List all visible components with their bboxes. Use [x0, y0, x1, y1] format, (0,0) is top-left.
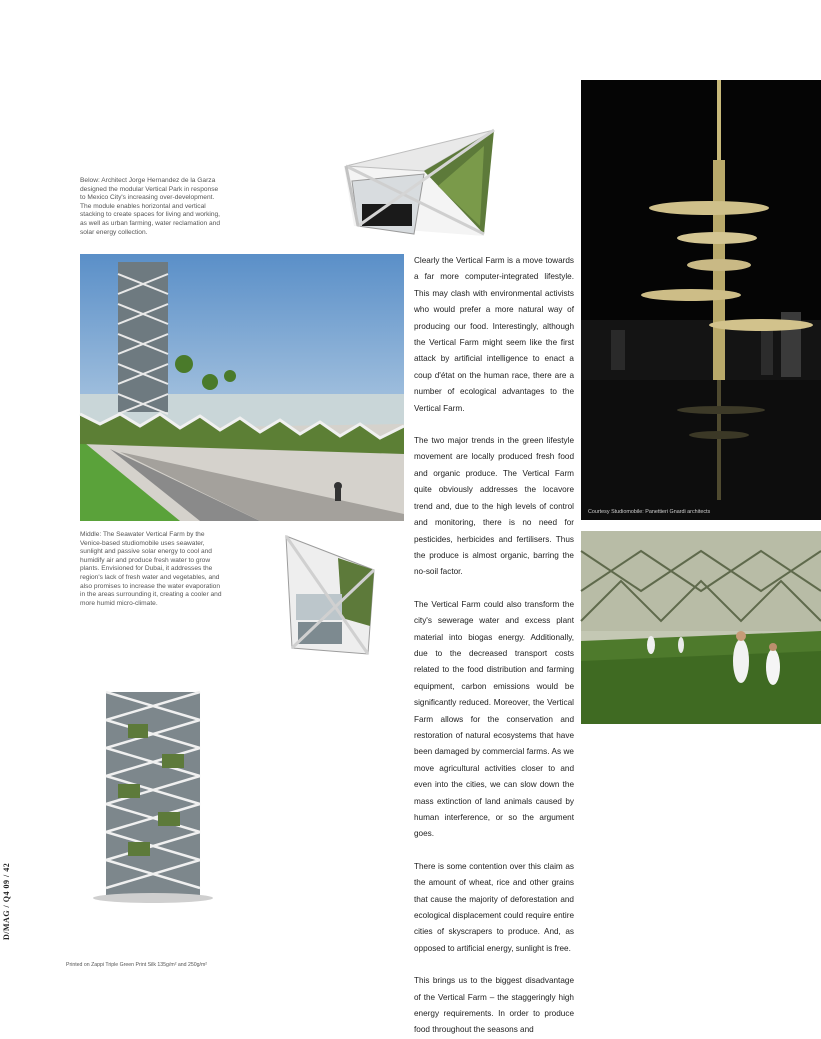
vertical-park-city-render: [80, 254, 404, 521]
issue-page-label: D/MAG / Q4 09 / 42: [2, 862, 11, 940]
stacked-vertical-park-tower-image: [98, 684, 208, 904]
caption-seawater-vertical-farm: Middle: The Seawater Vertical Farm by the Venice-based studiomobile uses seawater, sunlight and passive solar energy to cool and humidify air and produce fresh water to grow plants. Envisioned for Dubai, it addresses the region's lack of fresh water and vegetables, and also promises to increase the water evaporation in the areas surrounding it, creating a cooler and more humid micro-climate.: [80, 531, 222, 607]
body-paragraph: This brings us to the biggest disadvantage of the Vertical Farm – the staggeringly high energy requirements. In order to produce food throughout the seasons and: [414, 976, 574, 1035]
photo-credit: Courtesy Studiomobile: Panettieri Gnardi architects: [588, 509, 711, 515]
body-paragraph: There is some contention over this claim as the amount of wheat, rice and other grains that cause the majority of deforestation and ecological displacement could require entire cities of skyscrapers to produce. And, as opposed to artificial energy, sunlight is free.: [414, 861, 574, 953]
seawater-vertical-farm-night-photo: [581, 80, 821, 520]
body-paragraph: The Vertical Farm could also transform the city's sewerage water and excess plant material into biogas energy. Additionally, due to the decreased transport costs related to the food distribution and farming equipment, carbon emissions would be significantly reduced. Moreover, the Vertical Farm allows for the conservation and restoration of natural ecosystems that have been damaged by commercial farms. As we move agricultural activities closer to and even into the cities, we can slow down the mass extinction of land animals caused by human interference, or so the argument goes.: [414, 599, 574, 839]
article-body: [414, 253, 574, 1039]
vertical-park-module-stacked-image: [278, 530, 382, 660]
paper-stock-note: Printed on Zappi Triple Green Print Silk 135g/m² and 250g/m²: [66, 962, 207, 968]
body-paragraph: Clearly the Vertical Farm is a move towards a far more computer-integrated lifestyle. This may clash with environmental activists who would prefer a more natural way of producing our food. Interestingly, although the Vertical Farm might seem like the first attack by artificial intelligence to enact a coup d'état on the human race, there are a number of ecological advantages to the Vertical Farm.: [414, 256, 574, 413]
greenhouse-interior-photo: [581, 531, 821, 724]
vertical-park-module-image: [334, 126, 500, 244]
body-paragraph: The two major trends in the green lifestyle movement are locally produced fresh food and organic produce. The Vertical Farm quite obviously addresses the locavore trend and, due to the high levels of control and monitoring, there is no need for pesticides, herbicides and fertilisers. Thus the produce is almost organic, barring the no-soil factor.: [414, 436, 574, 577]
caption-vertical-park: Below: Architect Jorge Hernandez de la Garza designed the modular Vertical Park in response to Mexico City's increasing over-development. The module enables horizontal and vertical stacking to create spaces for living and working, as well as urban farming, water reclamation and solar energy collection.: [80, 177, 221, 236]
